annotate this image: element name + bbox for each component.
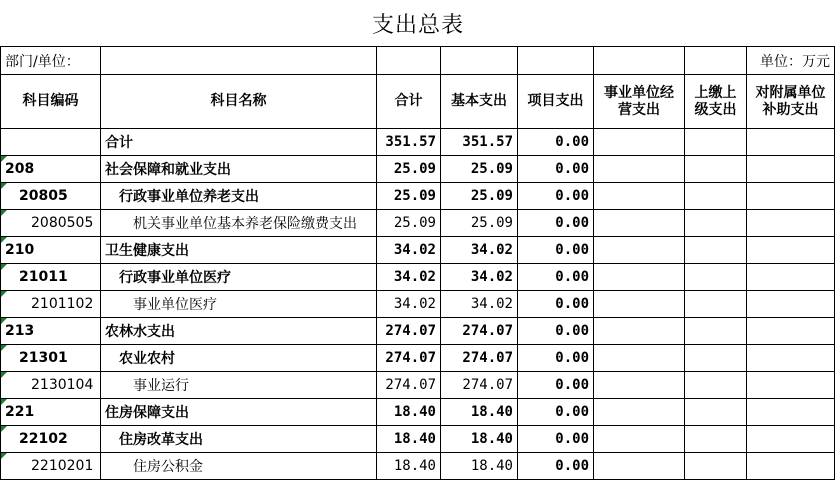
header-project: 项目支出 [518, 75, 594, 129]
cell-code[interactable]: 2210201 [1, 453, 101, 480]
cell-upper[interactable] [685, 318, 747, 345]
cell-business[interactable] [594, 237, 685, 264]
cell-project[interactable]: 0.00 [518, 183, 594, 210]
table-row [1, 264, 835, 291]
table-row [1, 237, 835, 264]
table-row [1, 129, 835, 156]
header-business: 事业单位经营支出 [594, 75, 685, 129]
table-row [1, 183, 835, 210]
cell-basic[interactable]: 18.40 [441, 453, 518, 480]
cell-business[interactable] [594, 264, 685, 291]
table-row [1, 318, 835, 345]
cell-business[interactable] [594, 183, 685, 210]
cell-subsidy[interactable] [747, 291, 835, 318]
cell-total[interactable]: 18.40 [377, 426, 441, 453]
dept-label: 部门/单位： [1, 47, 101, 75]
cell-total[interactable]: 34.02 [377, 264, 441, 291]
cell-project[interactable]: 0.00 [518, 156, 594, 183]
cell-subsidy[interactable] [747, 372, 835, 399]
cell-total[interactable]: 351.57 [377, 129, 441, 156]
cell-name[interactable]: 行政事业单位养老支出 [101, 183, 377, 210]
cell-business[interactable] [594, 318, 685, 345]
cell-subsidy[interactable] [747, 183, 835, 210]
unit-label: 单位：万元 [747, 47, 835, 75]
cell-basic[interactable]: 25.09 [441, 156, 518, 183]
table-row [1, 291, 835, 318]
cell-upper[interactable] [685, 156, 747, 183]
cell-upper[interactable] [685, 345, 747, 372]
header-row [1, 75, 835, 129]
cell-code[interactable] [1, 129, 101, 156]
cell-subsidy[interactable] [747, 318, 835, 345]
cell-subsidy[interactable] [747, 264, 835, 291]
header-upper: 上缴上级支出 [685, 75, 747, 129]
cell-subsidy[interactable] [747, 426, 835, 453]
cell-basic[interactable]: 274.07 [441, 318, 518, 345]
cell-total[interactable]: 34.02 [377, 291, 441, 318]
cell-name[interactable]: 行政事业单位医疗 [101, 264, 377, 291]
cell-upper[interactable] [685, 264, 747, 291]
cell-name[interactable]: 住房保障支出 [101, 399, 377, 426]
cell-name[interactable]: 农业农村 [101, 345, 377, 372]
cell-subsidy[interactable] [747, 237, 835, 264]
table-row [1, 399, 835, 426]
cell-basic[interactable]: 34.02 [441, 264, 518, 291]
cell-business[interactable] [594, 399, 685, 426]
cell-name[interactable]: 社会保障和就业支出 [101, 156, 377, 183]
table-row [1, 426, 835, 453]
cell-name[interactable]: 事业运行 [101, 372, 377, 399]
cell-project[interactable]: 0.00 [518, 237, 594, 264]
cell-total[interactable]: 274.07 [377, 372, 441, 399]
cell-business[interactable] [594, 129, 685, 156]
cell-basic[interactable]: 18.40 [441, 426, 518, 453]
cell-project[interactable]: 0.00 [518, 318, 594, 345]
cell-business[interactable] [594, 426, 685, 453]
cell-total[interactable]: 18.40 [377, 399, 441, 426]
table-row [1, 453, 835, 480]
cell-upper[interactable] [685, 183, 747, 210]
header-name: 科目名称 [101, 75, 377, 129]
cell-basic[interactable]: 274.07 [441, 345, 518, 372]
cell-basic[interactable]: 34.02 [441, 237, 518, 264]
cell-basic[interactable]: 25.09 [441, 210, 518, 237]
header-basic: 基本支出 [441, 75, 518, 129]
cell-total[interactable]: 25.09 [377, 183, 441, 210]
header-total: 合计 [377, 75, 441, 129]
cell-basic[interactable]: 18.40 [441, 399, 518, 426]
table-row [1, 156, 835, 183]
cell-upper[interactable] [685, 237, 747, 264]
cell-code[interactable]: 21011 [1, 264, 101, 291]
cell-project[interactable]: 0.00 [518, 426, 594, 453]
cell-upper[interactable] [685, 372, 747, 399]
cell-project[interactable]: 0.00 [518, 291, 594, 318]
header-code: 科目编码 [1, 75, 101, 129]
cell-upper[interactable] [685, 453, 747, 480]
cell-project[interactable]: 0.00 [518, 345, 594, 372]
cell-code[interactable]: 2080505 [1, 210, 101, 237]
cell-subsidy[interactable] [747, 156, 835, 183]
cell-name[interactable]: 卫生健康支出 [101, 237, 377, 264]
cell-name[interactable]: 住房公积金 [101, 453, 377, 480]
cell-project[interactable]: 0.00 [518, 264, 594, 291]
cell-project[interactable]: 0.00 [518, 372, 594, 399]
cell-upper[interactable] [685, 399, 747, 426]
cell-total[interactable]: 25.09 [377, 210, 441, 237]
cell-total[interactable]: 34.02 [377, 237, 441, 264]
cell-total[interactable]: 18.40 [377, 453, 441, 480]
cell-upper[interactable] [685, 291, 747, 318]
cell-code[interactable]: 221 [1, 399, 101, 426]
cell-upper[interactable] [685, 129, 747, 156]
cell-project[interactable]: 0.00 [518, 129, 594, 156]
cell-code[interactable]: 2101102 [1, 291, 101, 318]
cell-upper[interactable] [685, 426, 747, 453]
cell-total[interactable]: 274.07 [377, 345, 441, 372]
cell-name[interactable]: 农林水支出 [101, 318, 377, 345]
table-row [1, 372, 835, 399]
cell-upper[interactable] [685, 210, 747, 237]
cell-name[interactable]: 机关事业单位基本养老保险缴费支出 [101, 210, 377, 237]
cell-basic[interactable]: 25.09 [441, 183, 518, 210]
table-body [1, 129, 835, 480]
cell-project[interactable]: 0.00 [518, 210, 594, 237]
cell-subsidy[interactable] [747, 210, 835, 237]
cell-subsidy[interactable] [747, 453, 835, 480]
cell-name[interactable]: 合计 [101, 129, 377, 156]
cell-code[interactable]: 22102 [1, 426, 101, 453]
cell-code[interactable]: 2130104 [1, 372, 101, 399]
cell-code[interactable]: 208 [1, 156, 101, 183]
header-subsidy: 对附属单位补助支出 [747, 75, 835, 129]
cell-name[interactable]: 住房改革支出 [101, 426, 377, 453]
cell-code[interactable]: 213 [1, 318, 101, 345]
cell-basic[interactable]: 351.57 [441, 129, 518, 156]
dept-value[interactable] [101, 47, 377, 75]
cell-business[interactable] [594, 291, 685, 318]
cell-business[interactable] [594, 345, 685, 372]
cell-code[interactable]: 20805 [1, 183, 101, 210]
cell-code[interactable]: 210 [1, 237, 101, 264]
cell-total[interactable]: 25.09 [377, 156, 441, 183]
cell-subsidy[interactable] [747, 345, 835, 372]
cell-subsidy[interactable] [747, 399, 835, 426]
cell-subsidy[interactable] [747, 129, 835, 156]
cell-name[interactable]: 事业单位医疗 [101, 291, 377, 318]
expenditure-table [0, 46, 835, 480]
page-title: 支出总表 [371, 12, 464, 38]
cell-basic[interactable]: 274.07 [441, 372, 518, 399]
cell-code[interactable]: 21301 [1, 345, 101, 372]
dept-row [1, 47, 835, 75]
cell-basic[interactable]: 34.02 [441, 291, 518, 318]
cell-project[interactable]: 0.00 [518, 453, 594, 480]
table-row [1, 345, 835, 372]
cell-project[interactable]: 0.00 [518, 399, 594, 426]
cell-business[interactable] [594, 156, 685, 183]
cell-business[interactable] [594, 372, 685, 399]
cell-business[interactable] [594, 453, 685, 480]
table-row [1, 210, 835, 237]
cell-business[interactable] [594, 210, 685, 237]
cell-total[interactable]: 274.07 [377, 318, 441, 345]
